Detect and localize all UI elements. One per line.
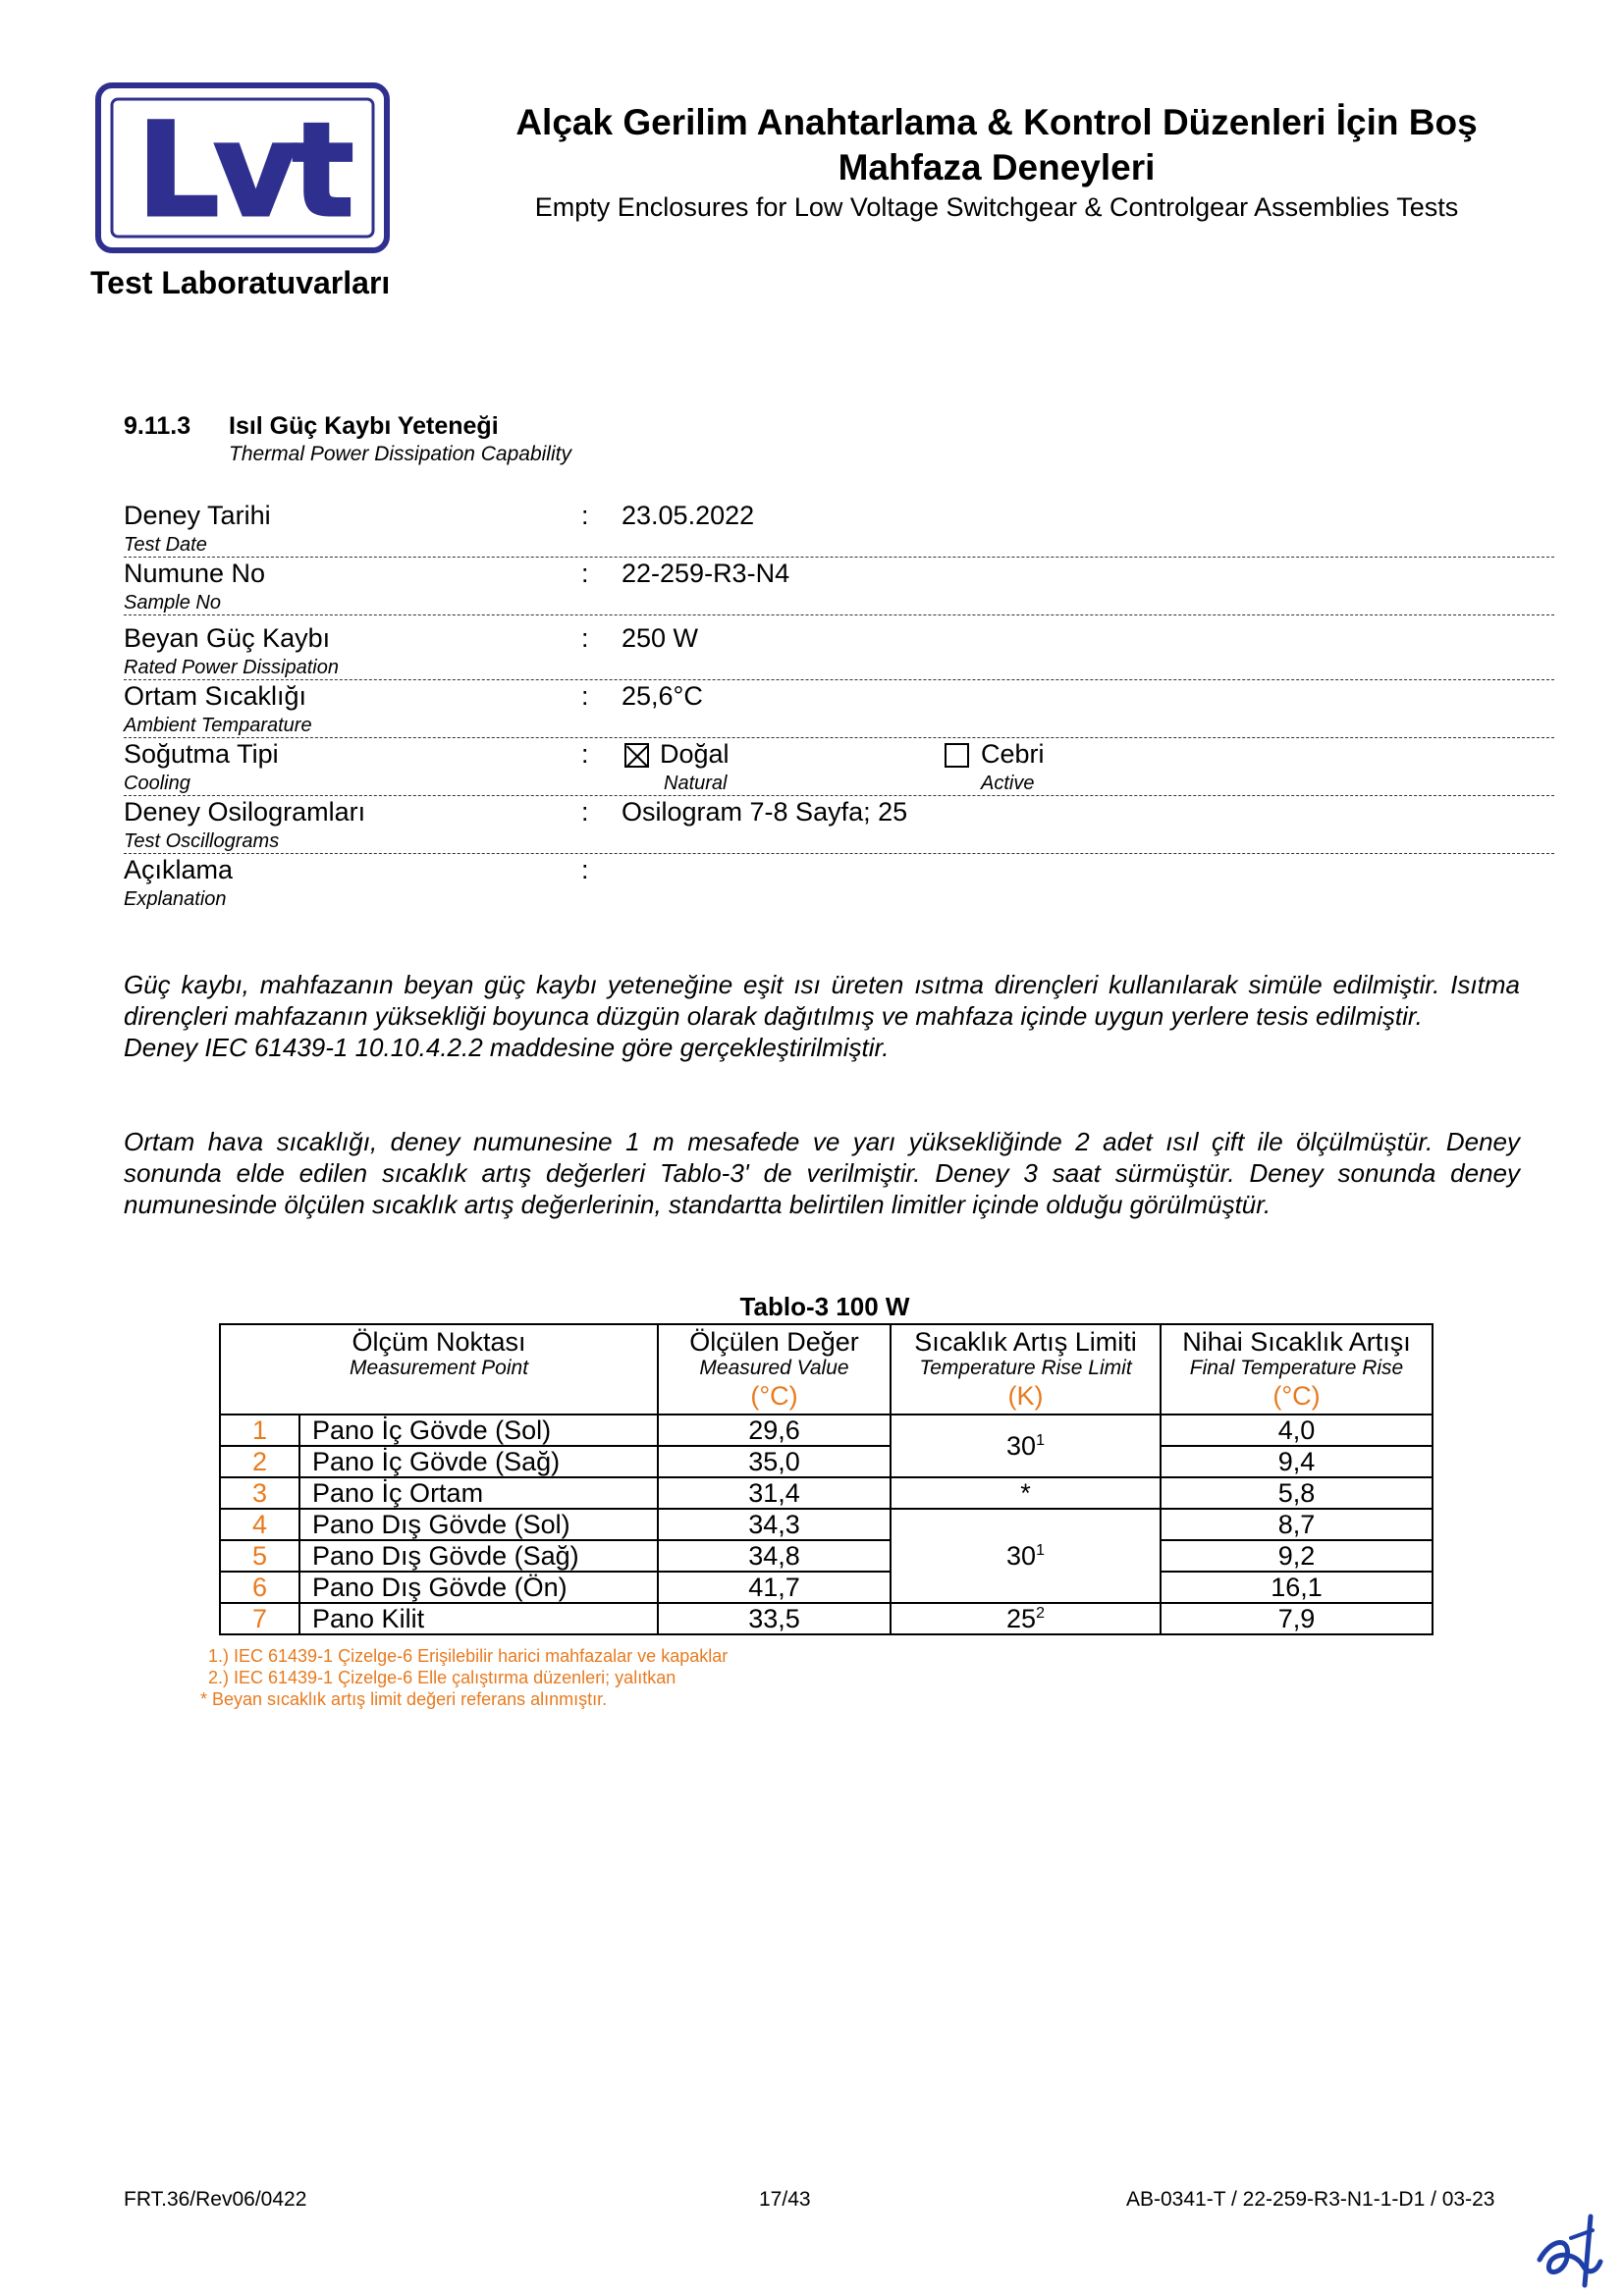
header-final-temp-rise: Nihai Sıcaklık Artışı Final Temperature Rise (°C)	[1161, 1324, 1433, 1415]
cooling-active-checkbox[interactable]	[945, 743, 969, 768]
section-title: Isıl Güç Kaybı Yeteneği	[229, 412, 499, 440]
info-row-cooling	[124, 737, 1554, 796]
paragraph-ambient-text: Ortam hava sıcaklığı, deney numunesine 1 m mesafede ve yarı yüksekliğinde 2 adet ısıl çift ile ölçülmüştür. Deney sonunda elde edilen sıcaklık artış değerleri Tablo-3' de verilmiştir. Deney 3 saat sürmüştür. Deney sonunda deney numunesinde ölçülen sıcaklık artış değerlerinin, standartta belirtilen limitler içinde olduğu görülmüştür.	[124, 1127, 1520, 1219]
row-point: Pano Dış Gövde (Sol)	[299, 1509, 658, 1540]
header-title-line2: Mahfaza Deneyleri	[838, 147, 1156, 187]
header-temp-rise-limit: Sıcaklık Artış Limiti Temperature Rise Limit (K)	[891, 1324, 1161, 1415]
footer-page-number: 17/43	[759, 2188, 811, 2211]
row-point: Pano İç Gövde (Sol)	[299, 1415, 658, 1446]
paragraph-method-text: Güç kaybı, mahfazanın beyan güç kaybı yeteneğine eşit ısı üreten ısıtma dirençleri kullanılarak simüle edilmiştir. Isıtma dirençleri mahfazanın yüksekliği boyunca düzgün olarak dağıtılmış ve mahfaza içinde uygun yerlere tesis edilmiştir.	[124, 970, 1520, 1031]
info-label: Soğutma Tipi	[124, 739, 279, 769]
info-label: Deney Tarihi	[124, 501, 271, 530]
row-limit: $30^1$	[891, 1415, 1161, 1477]
row-measured: 33,5	[658, 1603, 891, 1634]
row-number: 2	[220, 1446, 299, 1477]
table-row	[220, 1572, 1433, 1603]
info-row-rated-power	[124, 621, 1554, 680]
cooling-natural-checkbox[interactable]	[624, 743, 649, 768]
info-value: 25,6°C	[622, 681, 703, 711]
info-sublabel: Cooling	[124, 773, 190, 794]
info-label: Ortam Sıcaklığı	[124, 681, 307, 711]
info-value: 23.05.2022	[622, 501, 755, 530]
row-measured: 35,0	[658, 1446, 891, 1477]
info-label: Açıklama	[124, 855, 234, 884]
table-header-row	[220, 1324, 1433, 1415]
info-row-test-date	[124, 499, 1554, 558]
table-row	[220, 1509, 1433, 1540]
paragraph-ambient	[124, 1126, 1520, 1220]
header-title-line1: Alçak Gerilim Anahtarlama & Kontrol Düzenleri İçin Boş	[515, 102, 1478, 142]
lvt-logo	[95, 82, 390, 253]
footer-form-code: FRT.36/Rev06/0422	[124, 2188, 307, 2211]
cooling-active-sublabel: Active	[981, 773, 1035, 794]
header-title-en: Empty Enclosures for Low Voltage Switchgear & Controlgear Assemblies Tests	[534, 192, 1459, 222]
row-final: 16,1	[1161, 1572, 1433, 1603]
row-measured: 34,8	[658, 1540, 891, 1572]
row-limit: *	[891, 1477, 1161, 1509]
table-row	[220, 1446, 1433, 1477]
row-final: 5,8	[1161, 1477, 1433, 1509]
table-note: 2.) IEC 61439-1 Çizelge-6 Elle çalıştırma düzenleri; yalıtkan	[208, 1668, 676, 1687]
table-note: 1.) IEC 61439-1 Çizelge-6 Erişilebilir harici mahfazalar ve kapaklar	[208, 1646, 729, 1666]
paragraph-method	[124, 969, 1520, 1063]
info-row-explanation	[124, 853, 1554, 911]
row-final: 4,0	[1161, 1415, 1433, 1446]
info-colon: :	[581, 739, 589, 769]
row-number: 3	[220, 1477, 299, 1509]
lab-name: Test Laboratuvarları	[90, 265, 391, 300]
info-sublabel: Ambient Temparature	[124, 715, 312, 736]
row-limit: $25^2$	[891, 1603, 1161, 1634]
row-number: 7	[220, 1603, 299, 1634]
cooling-natural-label: Doğal	[660, 739, 730, 769]
info-value: 250 W	[622, 623, 699, 653]
row-point: Pano Kilit	[299, 1603, 658, 1634]
info-sublabel: Test Date	[124, 534, 207, 556]
cooling-active-label: Cebri	[981, 739, 1045, 769]
logo-text: Lvt	[136, 95, 349, 246]
results-table	[219, 1323, 1434, 1635]
info-sublabel: Sample No	[124, 592, 221, 614]
row-number: 4	[220, 1509, 299, 1540]
row-point: Pano Dış Gövde (Ön)	[299, 1572, 658, 1603]
info-row-oscillograms	[124, 795, 1554, 854]
info-colon: :	[581, 623, 589, 653]
row-limit: $30^1$	[891, 1509, 1161, 1603]
header-measurement-point: Ölçüm Noktası Measurement Point	[220, 1324, 658, 1415]
info-value: Osilogram 7-8 Sayfa; 25	[622, 797, 908, 827]
header-measured-value: Ölçülen Değer Measured Value (°C)	[658, 1324, 891, 1415]
info-label: Deney Osilogramları	[124, 797, 366, 827]
info-sublabel: Rated Power Dissipation	[124, 657, 339, 678]
info-value: 22-259-R3-N4	[622, 559, 790, 588]
info-row-sample-no	[124, 557, 1554, 615]
row-measured: 31,4	[658, 1477, 891, 1509]
section-number: 9.11.3	[124, 412, 191, 440]
row-point: Pano İç Ortam	[299, 1477, 658, 1509]
info-colon: :	[581, 855, 589, 884]
table-note: * Beyan sıcaklık artış limit değeri referans alınmıştır.	[200, 1689, 608, 1709]
table-title: Tablo-3 100 W	[739, 1292, 910, 1321]
row-final: 8,7	[1161, 1509, 1433, 1540]
row-measured: 34,3	[658, 1509, 891, 1540]
info-colon: :	[581, 559, 589, 588]
cooling-natural-sublabel: Natural	[664, 773, 728, 794]
info-sublabel: Test Oscillograms	[124, 830, 280, 852]
info-sublabel: Explanation	[124, 888, 227, 910]
row-measured: 41,7	[658, 1572, 891, 1603]
table-row	[220, 1603, 1433, 1634]
info-label: Beyan Güç Kaybı	[124, 623, 331, 653]
row-final: 7,9	[1161, 1603, 1433, 1634]
signature-mark	[1532, 2209, 1620, 2292]
row-measured: 29,6	[658, 1415, 891, 1446]
footer-report-ref: AB-0341-T / 22-259-R3-N1-1-D1 / 03-23	[1126, 2188, 1495, 2211]
section-subtitle: Thermal Power Dissipation Capability	[229, 443, 571, 465]
table-row	[220, 1477, 1433, 1509]
row-number: 5	[220, 1540, 299, 1572]
table-notes	[200, 1645, 729, 1710]
row-final: 9,4	[1161, 1446, 1433, 1477]
info-colon: :	[581, 797, 589, 827]
paragraph-standard-text: Deney IEC 61439-1 10.10.4.2.2 maddesine göre gerçekleştirilmiştir.	[124, 1033, 890, 1062]
row-number: 1	[220, 1415, 299, 1446]
row-point: Pano Dış Gövde (Sağ)	[299, 1540, 658, 1572]
info-label: Numune No	[124, 559, 266, 588]
info-row-ambient-temp	[124, 679, 1554, 738]
row-point: Pano İç Gövde (Sağ)	[299, 1446, 658, 1477]
table-row	[220, 1415, 1433, 1446]
table-row	[220, 1540, 1433, 1572]
info-colon: :	[581, 501, 589, 530]
row-number: 6	[220, 1572, 299, 1603]
row-final: 9,2	[1161, 1540, 1433, 1572]
info-colon: :	[581, 681, 589, 711]
